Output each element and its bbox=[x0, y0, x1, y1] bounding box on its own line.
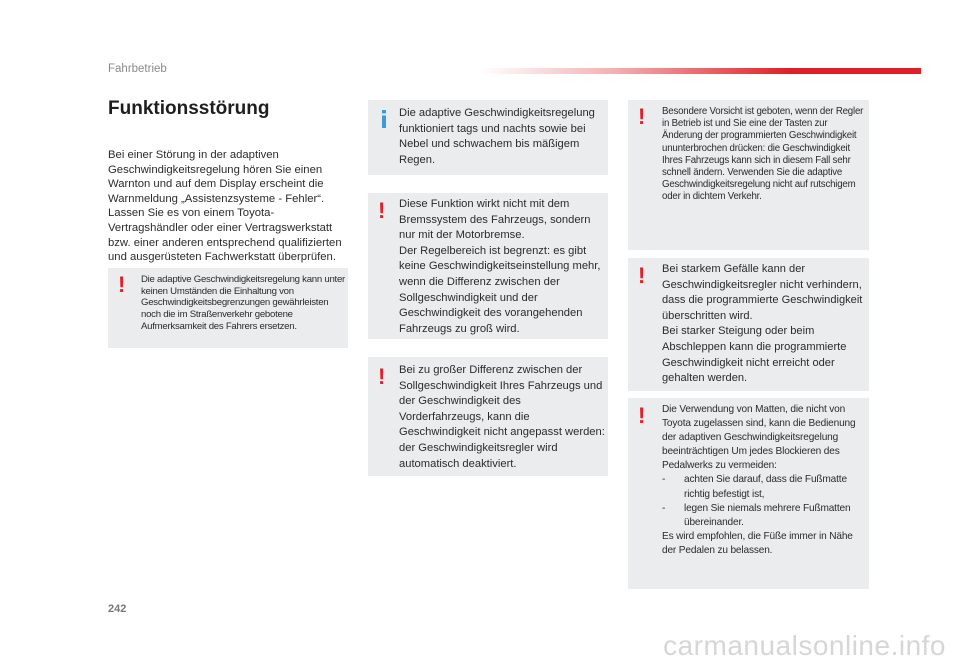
info-text: Die adaptive Geschwindigkeitsregelung funktioniert tags und nachts sowie bei Nebel und schwachem bis mäßigem Regen. bbox=[399, 107, 595, 166]
warning-text bbox=[399, 197, 605, 337]
info-box-weather bbox=[368, 100, 608, 175]
warning-box-speed-difference bbox=[368, 357, 608, 476]
list-item bbox=[662, 502, 868, 530]
warning-line: Diese Funktion wirkt nicht mit dem Bremssystem des Fahrzeugs, sondern nur mit der Motorbremse. bbox=[399, 198, 591, 242]
list-dash: - bbox=[662, 502, 666, 514]
section-label: Fahrbetrieb bbox=[108, 63, 167, 75]
exclamation-icon: ! bbox=[378, 364, 386, 389]
warning-box-speed-limits bbox=[108, 268, 348, 348]
warning-line: Der Regelbereich ist begrenzt: es gibt keine Geschwindigkeitseinstellung mehr, wenn die Differenz zwischen der Sollgeschwindigkeit und der Geschwindigkeit des vorangehenden Fahrzeugs zu groß wird. bbox=[399, 244, 601, 335]
warning-text bbox=[662, 403, 868, 558]
exclamation-icon: ! bbox=[638, 104, 646, 129]
info-icon bbox=[380, 110, 388, 133]
warning-line: Die Verwendung von Matten, die nicht von Toyota zugelassen sind, kann die Bedienung der adaptiven Geschwindigkeitsregelung beeinträchtigen Um jedes Blockieren des Pedalwerks zu vermeiden: bbox=[662, 404, 856, 472]
warning-line: Es wird empfohlen, die Füße immer in Nähe der Pedalen zu belassen. bbox=[662, 530, 853, 556]
list-item-text: legen Sie niemals mehrere Fußmatten übereinander. bbox=[684, 502, 851, 528]
list-item-text: achten Sie darauf, dass die Fußmatte richtig befestigt ist, bbox=[684, 474, 847, 500]
warning-text bbox=[662, 262, 867, 387]
exclamation-icon: ! bbox=[378, 198, 386, 223]
watermark: carmanualsonline.info bbox=[663, 630, 946, 661]
warning-text: Besondere Vorsicht ist geboten, wenn der Regler in Betrieb ist und Sie eine der Tasten zur Änderung der programmierten Geschwindigkeit ununterbrochen drücken: die Geschwindigkeit Ihres Fahrzeugs kann sich in diesem Fall sehr schnell ändern. Verwenden Sie die adaptive Geschwindigkeitsregelung nicht auf rutschigem oder in dichtem Verkehr. bbox=[662, 106, 864, 203]
warning-line: Bei starkem Gefälle kann der Geschwindigkeitsregler nicht verhindern, dass die programmierte Geschwindigkeit überschritten wird. bbox=[662, 263, 863, 322]
warning-text: Bei zu großer Differenz zwischen der Sollgeschwindigkeit Ihres Fahrzeugs und der Geschwindigkeit des Vorderfahrzeugs, kann die Geschwindigkeit nicht angepasst werden: der Geschwindigkeitsregler wird automatisch deaktiviert. bbox=[399, 364, 605, 470]
exclamation-icon: ! bbox=[638, 263, 646, 288]
exclamation-icon: ! bbox=[118, 272, 126, 297]
page-title: Funktionsstörung bbox=[108, 98, 270, 119]
page-number: 242 bbox=[108, 603, 127, 615]
exclamation-icon: ! bbox=[638, 403, 646, 428]
warning-text: Die adaptive Geschwindigkeitsregelung kann unter keinen Umständen die Einhaltung von Geschwindigkeitsbegrenzungen gewährleisten noch die im Straßenverkehr gebotene Aufmerksamkeit des Fahrers ersetzen. bbox=[141, 274, 345, 332]
warning-box-slope bbox=[628, 258, 869, 391]
warning-box-engine-brake bbox=[368, 193, 608, 339]
list-item bbox=[662, 473, 868, 501]
intro-paragraph: Bei einer Störung in der adaptiven Geschwindigkeitsregelung hören Sie einen Warnton und auf dem Display erscheint die Warnmeldung „Assistenzsysteme - Fehler“. Lassen Sie es von einem Toyota-Vertragshändler oder einer Vertragswerkstatt bzw. einer anderen entsprechend qualifizierten und ausgerüsteten Fachwerkstatt überprüfen. bbox=[108, 149, 342, 264]
warning-box-caution bbox=[628, 100, 869, 250]
header-accent-bar bbox=[480, 68, 921, 74]
warning-line: Bei starker Steigung oder beim Abschleppen kann die programmierte Geschwindigkeit nicht erreicht oder gehalten werden. bbox=[662, 325, 847, 385]
warning-box-floor-mats bbox=[628, 398, 869, 589]
list-dash: - bbox=[662, 474, 666, 486]
